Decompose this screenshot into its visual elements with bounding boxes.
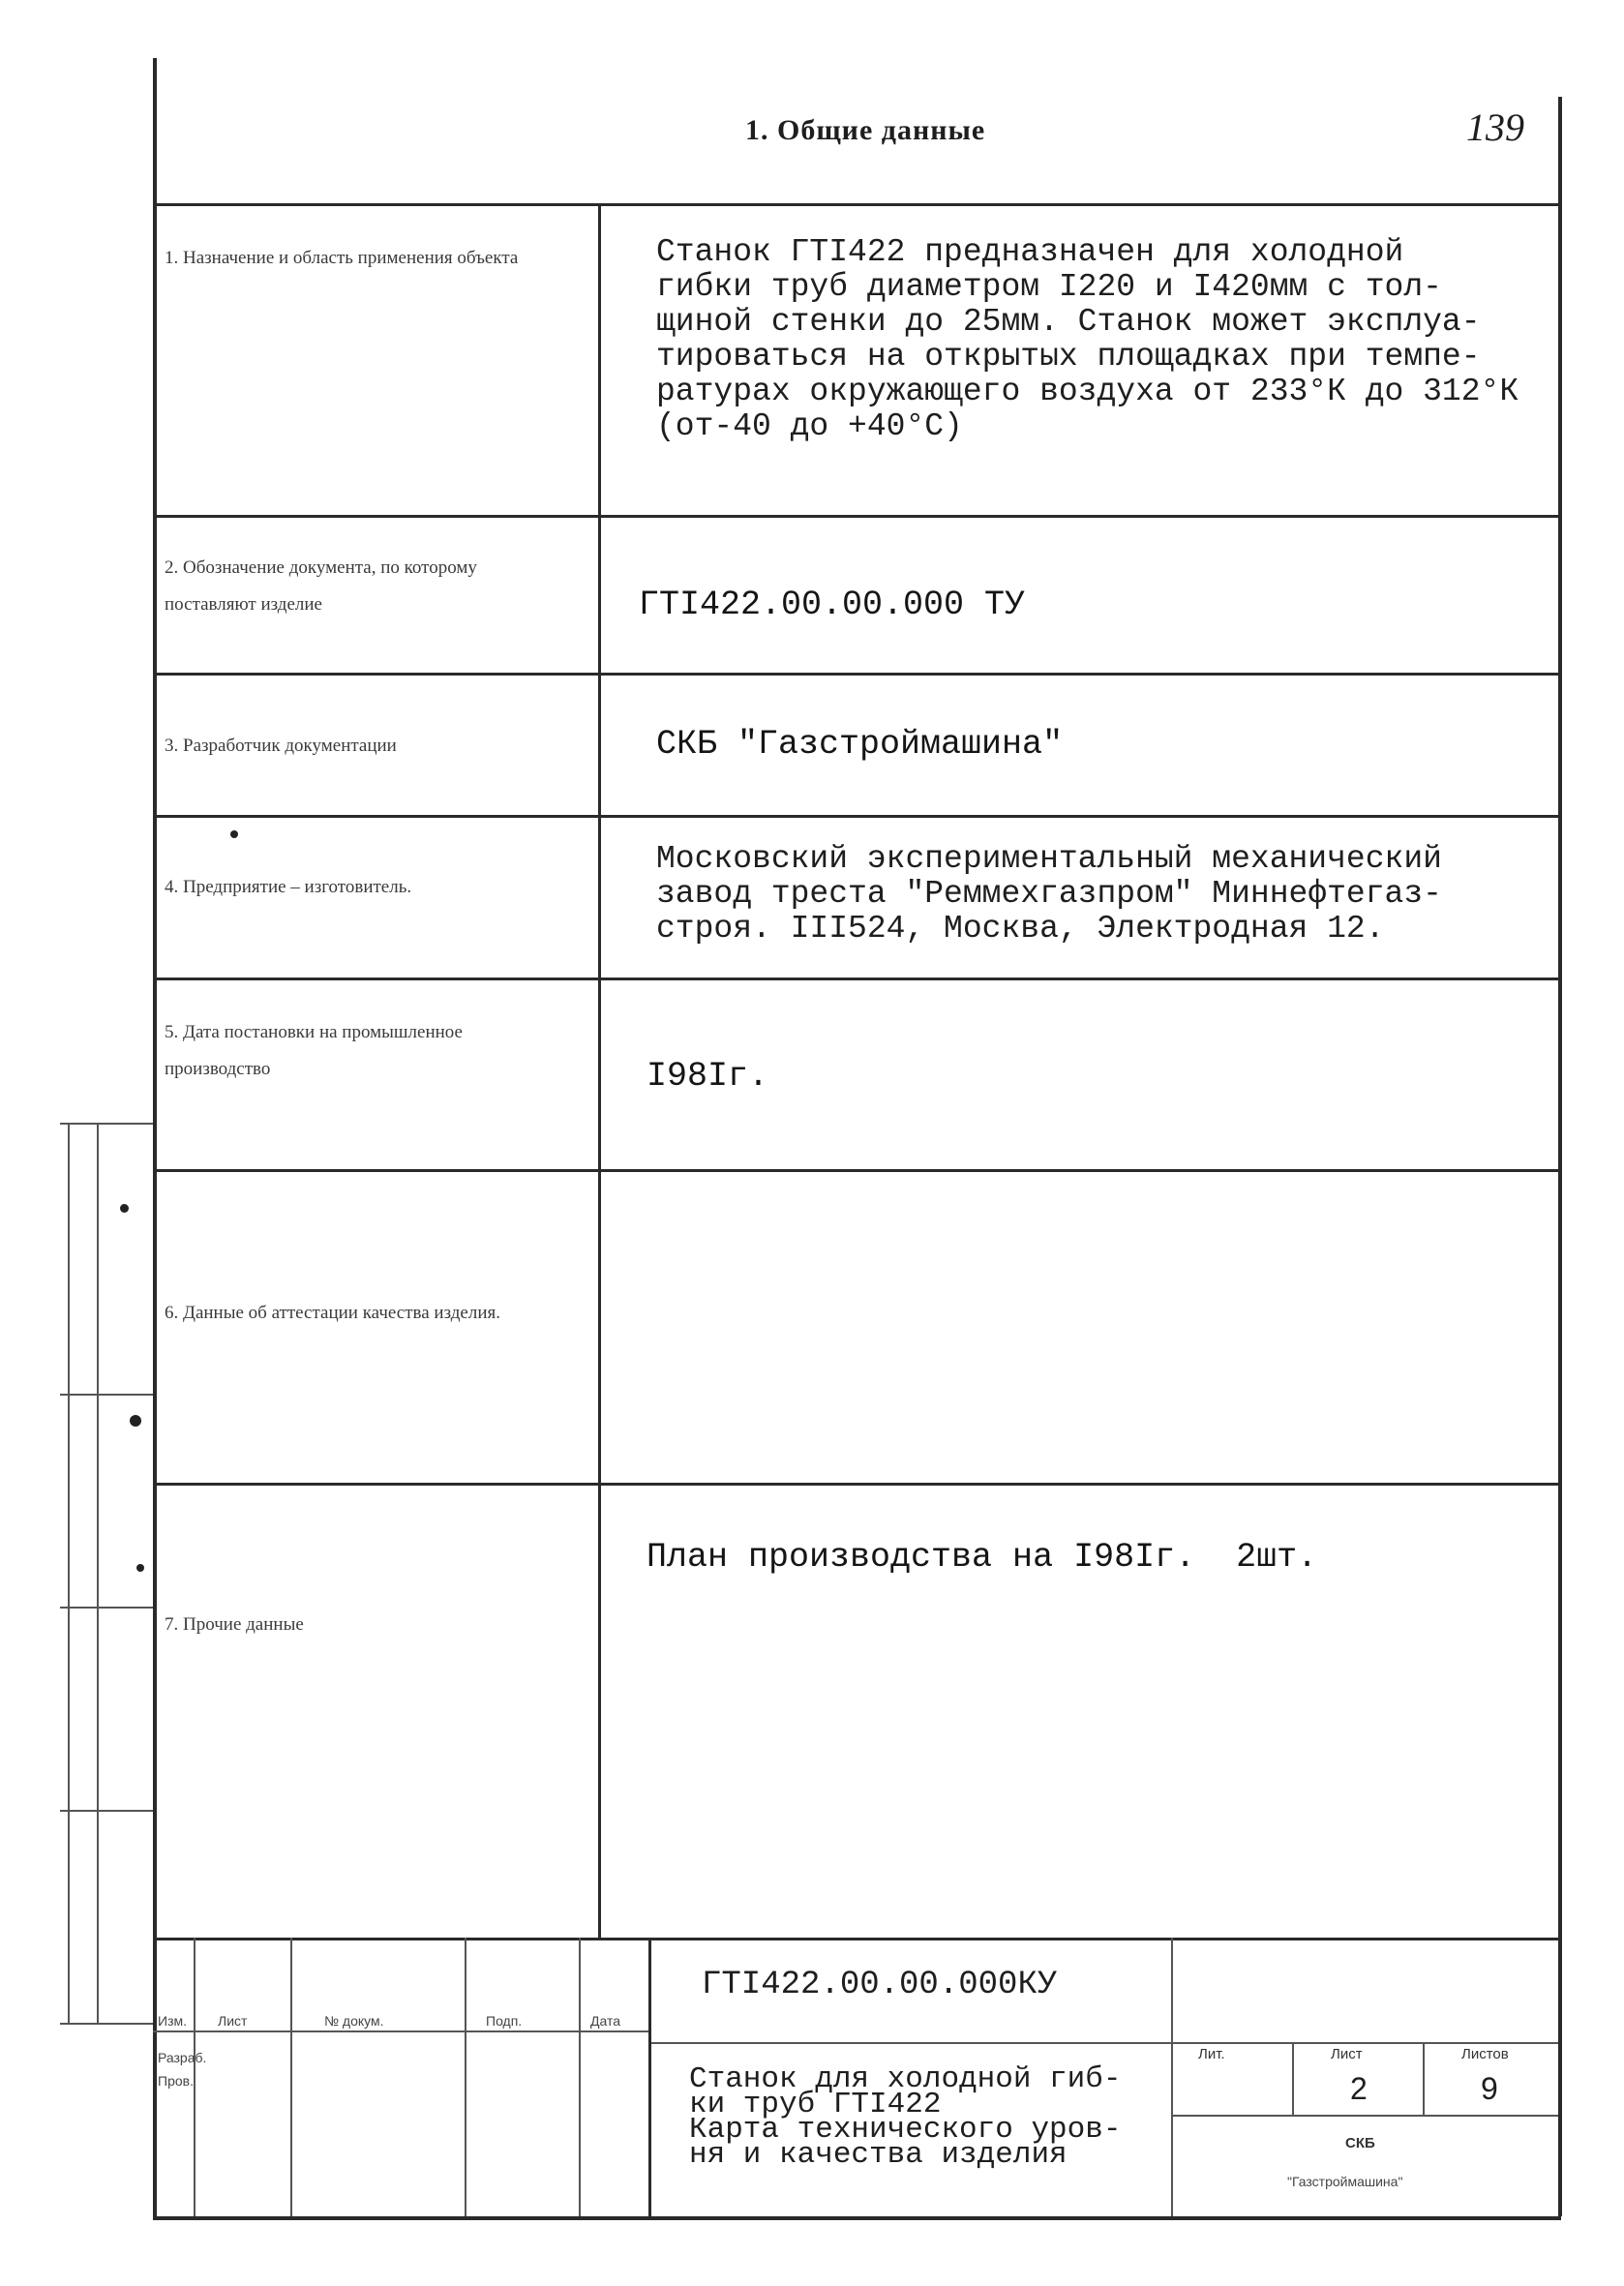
stamp-sheet-header-sheets: Листов xyxy=(1461,2046,1509,2062)
row-1-label: 1. Назначение и область применения объекта xyxy=(165,248,519,268)
stamp-col-4 xyxy=(579,1938,581,2216)
row-4-label: 4. Предприятие – изготовитель. xyxy=(165,877,412,897)
stamp-sheet-header-sheet: Лист xyxy=(1331,2046,1363,2062)
margin-mark xyxy=(130,1415,141,1427)
stamp-col-header-list: Лист xyxy=(218,2013,248,2029)
row-2-label: 2. Обозначение документа, по которому поставляют изделие xyxy=(165,557,477,615)
stamp-sheet-header-lit: Лит. xyxy=(1198,2046,1225,2062)
margin-mark xyxy=(120,1204,129,1213)
row-7-label: 7. Прочие данные xyxy=(165,1614,304,1635)
row-separator-3 xyxy=(153,815,1558,818)
row-separator-5 xyxy=(153,1169,1558,1172)
stamp-sheet-col-1 xyxy=(1292,2044,1294,2115)
row-separator-header xyxy=(153,203,1558,206)
row-6-label: 6. Данные об аттестации качества изделия. xyxy=(165,1303,500,1323)
stamp-role-developer: Разраб. xyxy=(158,2050,207,2065)
stamp-sheet-row xyxy=(1171,2115,1558,2117)
stamp-org-line1: СКБ xyxy=(1345,2135,1375,2151)
stamp-header-line xyxy=(153,2030,648,2032)
stamp-col-1 xyxy=(194,1938,195,2216)
stamp-col-header-date: Дата xyxy=(590,2013,621,2029)
stamp-doc-code: ГТI422.00.00.000КУ xyxy=(702,1967,1058,2003)
margin-box-top xyxy=(60,1123,153,1125)
row-separator-2 xyxy=(153,673,1558,676)
row-separator-4 xyxy=(153,978,1558,980)
margin-line-outer xyxy=(68,1123,70,2023)
bottom-frame-line xyxy=(153,2216,1561,2220)
row-4-value: Московский экспериментальный механический завод треста "Реммехгазпром" Миннефтегаз- строя. III524, Москва, Электродная 12. xyxy=(656,841,1442,947)
stamp-sheet-number: 2 xyxy=(1350,2071,1368,2106)
left-frame-line xyxy=(153,58,157,2216)
stamp-col-header-izm: Изм. xyxy=(158,2013,187,2029)
stamp-col-3 xyxy=(465,1938,466,2216)
stamp-title: Станок для холодной гиб- ки труб ГТI422 Карта технического уров- ня и качества изделия xyxy=(689,2062,1122,2172)
row-3-value: СКБ "Газстроймашина" xyxy=(656,725,1064,764)
row-5-value: I98Iг. xyxy=(647,1057,769,1096)
stamp-sheets-total: 9 xyxy=(1481,2071,1498,2106)
stamp-sheet-divider xyxy=(1171,1938,1173,2216)
page-title: 1. Общие данные xyxy=(745,114,986,146)
margin-box-2 xyxy=(60,1394,153,1396)
stamp-col-2 xyxy=(290,1938,292,2216)
row-2-value: ГТI422.00.00.000 ТУ xyxy=(639,586,1026,624)
row-7-value: План производства на I98Iг. 2шт. xyxy=(647,1538,1318,1577)
margin-box-3 xyxy=(60,1607,153,1609)
row-3-label: 3. Разработчик документации xyxy=(165,736,397,756)
stamp-role-checker: Пров. xyxy=(158,2073,194,2089)
right-frame-line xyxy=(1558,97,1562,2216)
stamp-sheet-col-2 xyxy=(1423,2044,1425,2115)
stamp-mid-line xyxy=(648,2042,1558,2044)
row-5-label: 5. Дата постановки на промышленное производство xyxy=(165,1022,463,1079)
stamp-org-line2: "Газстроймашина" xyxy=(1287,2174,1403,2189)
row-1-value: Станок ГТI422 предназначен для холодной гибки труб диаметром I220 и I420мм с тол- щиной стенки до 25мм. Станок может эксплуа- тироваться на открытых площадках при темпе- ратурах окружающего воздуха от 233°К до 312°К (от-40 до +40°С) xyxy=(656,234,1519,444)
margin-mark xyxy=(136,1564,144,1572)
margin-box-5 xyxy=(60,2023,153,2025)
stamp-col-header-doc: № докум. xyxy=(324,2013,384,2029)
margin-box-4 xyxy=(60,1810,153,1812)
page-number: 139 xyxy=(1466,105,1524,149)
column-divider xyxy=(598,205,601,1938)
ink-dot xyxy=(230,830,238,838)
stamp-col-header-sign: Подп. xyxy=(486,2013,523,2029)
stamp-top-line xyxy=(153,1938,1558,1940)
stamp-main-divider xyxy=(648,1938,651,2216)
row-separator-6 xyxy=(153,1483,1558,1486)
row-separator-1 xyxy=(153,515,1558,518)
margin-line-inner xyxy=(97,1123,99,2023)
